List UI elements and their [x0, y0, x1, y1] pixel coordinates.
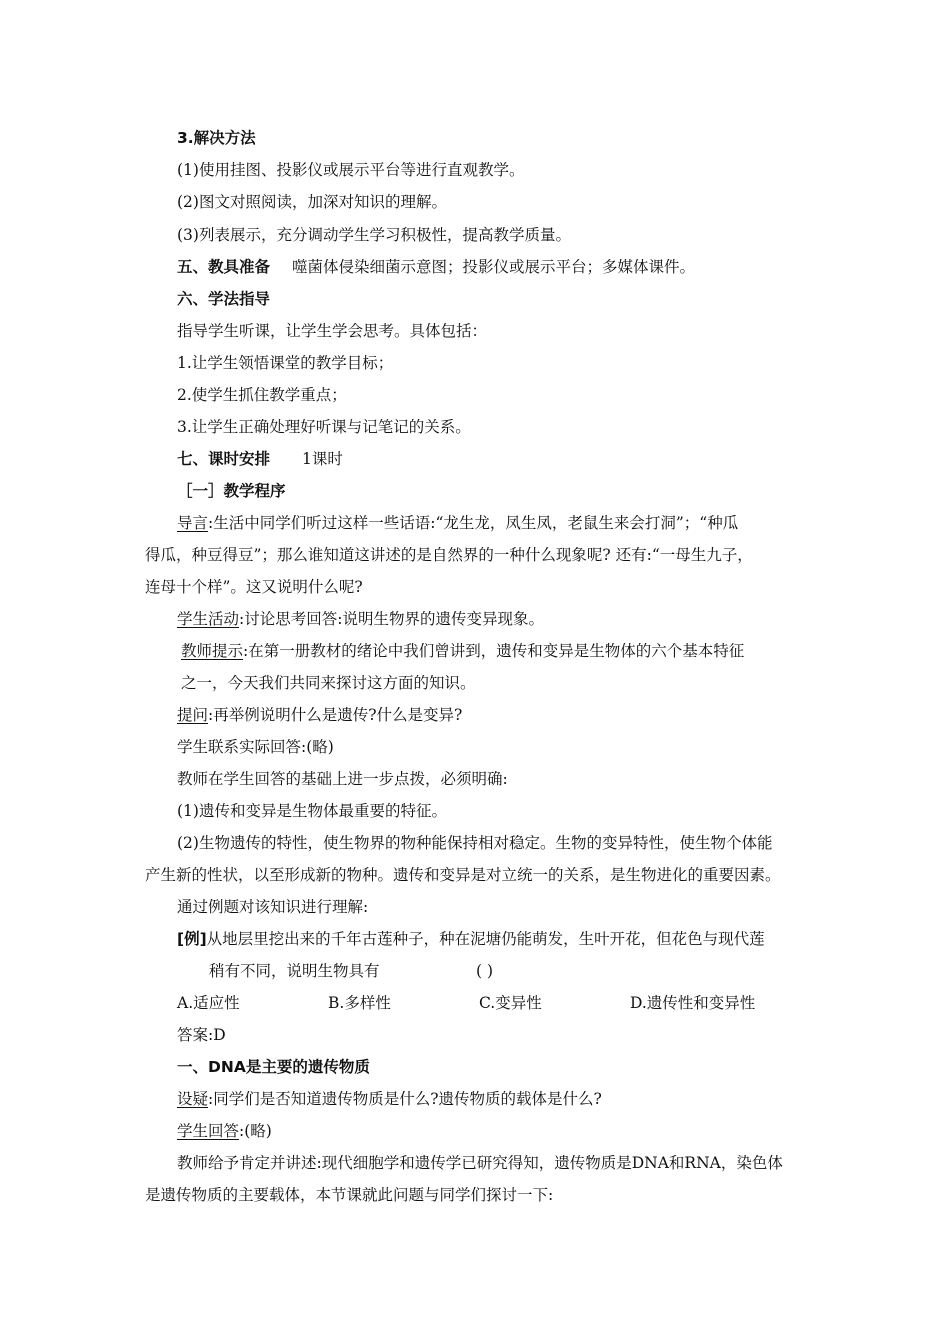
dna-answer-line: [177, 1120, 272, 1142]
section-6-heading: 六、学法指导: [177, 290, 271, 308]
dna-teacher-line-1: 教师给予肯定并讲述:现代细胞学和遗传学已研究得知，遗传物质是DNA和RNA，染色体: [177, 1154, 783, 1172]
section-5-heading: 五、教具准备: [177, 258, 271, 276]
example-line-1: [177, 928, 765, 950]
dna-answer-label: 学生回答: [177, 1122, 240, 1140]
activity-label: 学生活动: [177, 610, 240, 628]
example-tag: [例]: [177, 930, 207, 948]
hint-line-2: 之一，今天我们共同来探讨这方面的知识。: [181, 674, 476, 692]
dna-question-line: [177, 1088, 602, 1110]
point-2-line-1: (2)生物遗传的特性，使生物界的物种能保持相对稳定。生物的变异特性，使生物个体能: [177, 834, 773, 852]
study-item-3: 3.让学生正确处理好听课与记笔记的关系。: [177, 418, 471, 436]
question-label: 提问: [177, 706, 209, 724]
method-item-2: (2)图文对照阅读，加深对知识的理解。: [177, 193, 447, 211]
activity-text: :讨论思考回答:说明生物界的遗传变异现象。: [239, 610, 544, 628]
section-7-text: 1课时: [302, 450, 343, 468]
hint-text-1: :在第一册教材的绪论中我们曾讲到，遗传和变异是生物体的六个基本特征: [243, 642, 745, 660]
option-d: D.遗传性和变异性: [630, 994, 756, 1012]
intro-label: 导言: [177, 514, 209, 532]
section-6-intro: 指导学生听课，让学生学会思考。具体包括：: [177, 322, 488, 340]
hint-label: 教师提示: [181, 642, 244, 660]
program-heading: ［一］教学程序: [177, 482, 286, 500]
dna-answer-text: :(略): [239, 1122, 272, 1140]
dna-question-label: 设疑: [177, 1090, 209, 1108]
activity-line: [177, 608, 544, 630]
example-line-2: 稍有不同，说明生物具有: [209, 962, 380, 980]
teacher-note: 教师在学生回答的基础上进一步点拨，必须明确:: [177, 770, 508, 788]
example-text-1: 从地层里挖出来的千年古莲种子，种在泥塘仍能萌发，生叶开花，但花色与现代莲: [206, 930, 765, 948]
option-b: B.多样性: [328, 994, 391, 1012]
section-3-heading: 3.解决方法: [177, 129, 256, 147]
point-1: (1)遗传和变异是生物体最重要的特征。: [177, 802, 447, 820]
point-2-line-2: 产生新的性状，以至形成新的物种。遗传和变异是对立统一的关系，是生物进化的重要因素。: [145, 866, 781, 884]
section-5-line: [177, 256, 695, 278]
example-answer: 答案:D: [177, 1026, 226, 1044]
study-item-1: 1.让学生领悟课堂的教学目标；: [177, 354, 394, 372]
section-7-line: [177, 448, 343, 470]
question-line: [177, 704, 462, 726]
intro-line-3: 连母十个样”。这又说明什么呢?: [145, 578, 363, 596]
dna-teacher-line-2: 是遗传物质的主要载体，本节课就此问题与同学们探讨一下:: [145, 1186, 554, 1204]
example-answer-bracket: ( ): [476, 962, 494, 980]
intro-text-1: :生活中同学们听过这样一些话语:“龙生龙，凤生凤，老鼠生来会打洞”；“种瓜: [208, 514, 739, 532]
dna-heading: 一、DNA是主要的遗传物质: [177, 1058, 370, 1076]
student-answer: 学生联系实际回答:(略): [177, 738, 334, 756]
intro-line-2: 得瓜，种豆得豆”；那么谁知道这讲述的是自然界的一种什么现象呢? 还有:“一母生九子，: [145, 546, 753, 564]
hint-line-1: [181, 640, 744, 662]
question-text: :再举例说明什么是遗传?什么是变异?: [208, 706, 463, 724]
intro-line-1: [177, 512, 738, 534]
study-item-2: 2.使学生抓住教学重点；: [177, 386, 347, 404]
option-c: C.变异性: [479, 994, 542, 1012]
example-intro: 通过例题对该知识进行理解:: [177, 898, 369, 916]
option-a: A.适应性: [177, 994, 240, 1012]
section-7-heading: 七、课时安排: [177, 450, 271, 468]
section-5-text: 噬菌体侵染细菌示意图；投影仪或展示平台；多媒体课件。: [292, 258, 696, 276]
method-item-1: (1)使用挂图、投影仪或展示平台等进行直观教学。: [177, 161, 525, 179]
dna-question-text: :同学们是否知道遗传物质是什么?遗传物质的载体是什么?: [208, 1090, 602, 1108]
method-item-3: (3)列表展示，充分调动学生学习积极性，提高教学质量。: [177, 226, 571, 244]
